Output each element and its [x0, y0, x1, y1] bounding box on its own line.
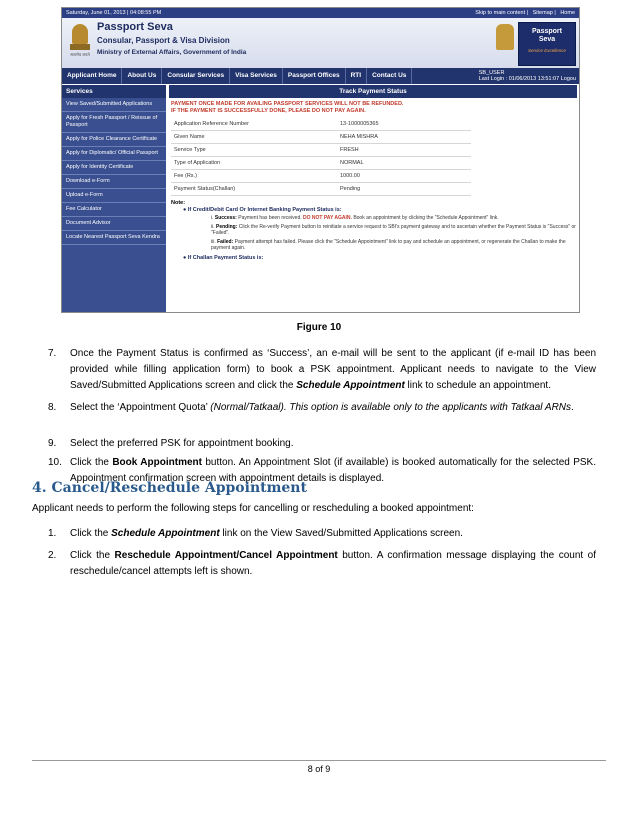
main-nav	[62, 68, 579, 84]
sub3-label: Failed:	[217, 238, 234, 245]
row-value: 13-1000005365	[337, 118, 471, 131]
nav-rti[interactable]: RTI	[346, 68, 367, 84]
step-text: Select the ‘Appointment Quota’ (Normal/Tatkaal). This option is available only to the applicants with Tatkaal ARNs.	[70, 402, 574, 413]
bullet-challan-text: If Challan Payment Status is:	[187, 254, 264, 261]
nav-consular-services[interactable]: Consular Services	[162, 68, 230, 84]
page-number: 8 of 9	[307, 764, 331, 774]
step-text: Select the preferred PSK for appointment booking.	[70, 438, 294, 449]
panel-title: Track Payment Status	[169, 85, 577, 98]
emblem-small-icon	[496, 24, 514, 50]
national-emblem-icon	[68, 22, 92, 60]
row-label: Application Reference Number	[171, 118, 337, 131]
username: SB_USER	[478, 70, 505, 76]
sidebar-header: Services	[62, 85, 166, 98]
note-label: Note:	[171, 200, 186, 206]
row-label: Payment Status(Challan)	[171, 183, 337, 196]
step-8	[48, 400, 596, 416]
warning-line2: IF THE PAYMENT IS SUCCESSFULLY DONE, PLEASE DO NOT PAY AGAIN.	[171, 108, 366, 114]
sub2-text: Click the Re-verify Payment button to reinitiate a service request to SBI's payment gateway and to ascertain whether the Payment Status is "Success" or "Failed".	[211, 223, 576, 236]
row-label: Fee (Rs.)	[171, 170, 337, 183]
section-step-1	[48, 526, 596, 542]
nav-about-us[interactable]: About Us	[122, 68, 162, 84]
sub2-num: ii.	[211, 223, 215, 230]
figure-caption: Figure 10	[296, 322, 342, 333]
row-value: Pending	[337, 183, 471, 196]
logout-link[interactable]: Logou	[560, 76, 576, 82]
sidebar	[62, 85, 166, 312]
step-number: 10.	[48, 457, 62, 468]
step-number: 8.	[48, 402, 57, 413]
nav-applicant-home[interactable]: Applicant Home	[62, 68, 122, 84]
row-label: Type of Application	[171, 157, 337, 170]
row-value: NORMAL	[337, 157, 471, 170]
section-heading: 4. Cancel/Reschedule Appointment	[32, 480, 307, 496]
sub3-text: Payment attempt has failed. Please click the "Schedule Appointment" link to pay and schedule an appointment, or regenerate the Challan to make the payment again.	[211, 238, 566, 251]
skip-link[interactable]: Skip to main content	[475, 10, 526, 16]
footer-divider	[32, 760, 606, 761]
step-number: 2.	[48, 550, 57, 561]
sidebar-item-diplomatic[interactable]: Apply for Diplomatic/ Official Passport	[62, 147, 166, 161]
nav-passport-offices[interactable]: Passport Offices	[283, 68, 346, 84]
sub1-label: Success:	[214, 215, 237, 221]
step-text: Click the Schedule Appointment link on the View Saved/Submitted Applications screen.	[70, 528, 463, 539]
nav-contact-us[interactable]: Contact Us	[367, 68, 412, 84]
step-text: Click the Book Appointment button. An Appointment Slot (if available) is booked automatically for the selected PSK. Appointment confirmation screen with appointment details is displayed.	[70, 457, 596, 484]
section-intro: Applicant needs to perform the following steps for cancelling or rescheduling a booked appointment:	[32, 503, 474, 514]
sidebar-item-fee-calculator[interactable]: Fee Calculator	[62, 203, 166, 217]
sub2-label: Pending:	[216, 223, 238, 230]
row-value: 1000.00	[337, 170, 471, 183]
step-9	[48, 436, 596, 452]
refund-warning	[171, 101, 575, 115]
sub1-num: i.	[211, 215, 214, 221]
note-pending	[211, 224, 577, 237]
nav-visa-services[interactable]: Visa Services	[230, 68, 283, 84]
row-label: Service Type	[171, 144, 337, 157]
sub1-text-c: Book an appointment by clicking the "Schedule Appointment" link.	[353, 215, 499, 221]
step-number: 7.	[48, 348, 57, 359]
payment-details-table	[171, 118, 471, 196]
table-row	[171, 183, 471, 196]
sidebar-item-police-clearance[interactable]: Apply for Police Clearance Certificate	[62, 133, 166, 147]
sidebar-item-locate-psk[interactable]: Locate Nearest Passport Seva Kendra	[62, 231, 166, 245]
step-text: Once the Payment Status is confirmed as ‘Success’, an e-mail will be sent to the applicant (if e-mail ID has been provided while filling application form) to book a PSK appointment. Applicant needs to navigate to the View Saved/Submitted Applications screen and click the Schedule Appointment link to schedule an appointment.	[70, 348, 596, 391]
step-number: 9.	[48, 438, 57, 449]
warning-line1: PAYMENT ONCE MADE FOR AVAILING PASSPORT SERVICES WILL NOT BE REFUNDED.	[171, 101, 404, 107]
datetime: Saturday, June 01, 2013 | 04:08:55 PM	[66, 10, 162, 16]
sidebar-item-document-advisor[interactable]: Document Advisor	[62, 217, 166, 231]
sidebar-item-upload-eform[interactable]: Upload e-Form	[62, 189, 166, 203]
sidebar-item-fresh-passport[interactable]: Apply for Fresh Passport / Reissue of Passport	[62, 112, 166, 133]
bullet-card-text: If Credit/Debit Card Or Internet Banking Payment Status is:	[187, 207, 342, 213]
sub1-text-a: Payment has been received.	[238, 215, 302, 221]
last-login: Last Login : 01/06/2013 13:51:07	[478, 76, 560, 82]
step-number: 1.	[48, 528, 57, 539]
emblem-caption: सत्यमेव जयते	[70, 52, 90, 57]
site-subtitle: Consular, Passport & Visa Division	[97, 36, 230, 45]
section-step-2	[48, 548, 596, 580]
top-links: Skip to main content | Sitemap | Home	[475, 10, 575, 16]
sidebar-item-view-saved[interactable]: View Saved/Submitted Applications	[62, 98, 166, 112]
sidebar-item-identity-certificate[interactable]: Apply for Identity Certificate	[62, 161, 166, 175]
main-panel	[169, 85, 577, 312]
table-row	[171, 131, 471, 144]
logo-line1: Passport	[532, 28, 562, 35]
logo-line2: Seva	[538, 36, 556, 43]
note-bullet-challan: ● If Challan Payment Status is:	[183, 254, 264, 261]
home-link[interactable]: Home	[560, 10, 575, 16]
sub1-red: DO NOT PAY AGAIN.	[303, 215, 352, 221]
row-label: Given Name	[171, 131, 337, 144]
note-success	[211, 215, 577, 222]
step-text: Click the Reschedule Appointment/Cancel Appointment button. A confirmation message displaying the count of reschedule/cancel attempts left is shown.	[70, 550, 596, 577]
note-bullet-card: ● If Credit/Debit Card Or Internet Banking Payment Status is:	[183, 207, 342, 213]
site-title: Passport Seva	[97, 21, 173, 33]
figure-screenshot	[61, 7, 580, 313]
sitemap-link[interactable]: Sitemap	[532, 10, 553, 16]
top-bar	[62, 8, 579, 18]
table-row	[171, 157, 471, 170]
ministry-name: Ministry of External Affairs, Government of India	[97, 49, 247, 56]
row-value: NEHA MISHRA	[337, 131, 471, 144]
passport-seva-logo	[518, 22, 576, 66]
table-row	[171, 118, 471, 131]
step-7	[48, 346, 596, 394]
row-value: FRESH	[337, 144, 471, 157]
logo-tagline: Service Excellence	[527, 48, 567, 53]
sub3-num: iii.	[211, 238, 216, 245]
sidebar-item-download-eform[interactable]: Download e-Form	[62, 175, 166, 189]
table-row	[171, 144, 471, 157]
table-row	[171, 170, 471, 183]
note-failed	[211, 239, 577, 252]
header-banner	[62, 18, 579, 68]
login-info	[479, 70, 579, 82]
